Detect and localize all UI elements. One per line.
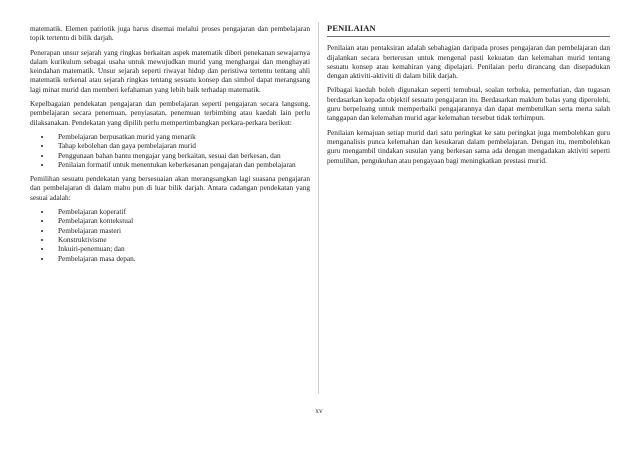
- list-item: • Pembelajaran berpusatkan murid yang menarik: [52, 132, 310, 141]
- paragraph-assessment-methods: Pelbagai kaedah boleh digunakan seperti temubual, soalan terbuka, pemerhatian, dan tugasan berdasarkan kepada objektif sesuatu pengajaran itu. Berdasarkan maklum balas yang diperolehi, guru berpeluang untuk memperbaiki pengajarannya dan dapat membetulkan serta merta salah tanggapan dan kelemahan murid agar kelemahan tersebut tidak terhimpun.: [327, 85, 610, 123]
- paragraph-history-elements: Penerapan unsur sejarah yang ringkas berkaitan aspek matematik diberi penekanan sewajarnya dalam kurikulum sebagai usaha untuk mewujudkan murid yang menghargai dan menghayati keindahan matematik. Unsur sejarah seperti riwayat hidup dan peristiwa tertentu tentang ahli matematik terkenal atau sejarah ringkas tentang sesuatu konsep dan simbol dapat merangsang lagi minat murid dan memberi kefahaman yang lebih baik terhadap matematik.: [30, 47, 310, 94]
- paragraph-assessment-definition: Penilaian atau pentaksiran adalah sebahagian daripada proses pengajaran dan pembelajaran dan dijalankan secara berterusan untuk mengenal pasti kekuatan dan kelemahan murid tentang sesuatu konsep atau kemahiran yang dipelajari. Penilaian perlu dirancang dan disepadukan dengan aktiviti-aktiviti di dalam bilik darjah.: [327, 43, 610, 81]
- list-item: • Penggunaan bahan bantu mengajar yang berkaitan, sesuai dan berkesan, dan: [52, 151, 310, 160]
- list-item: • Penilaian formatif untuk menentukan keberkesanan pengajaran dan pembelajaran: [52, 160, 310, 169]
- paragraph-teaching-approaches: Kepelbagaian pendekatan pengajaran dan pembelajaran seperti pengajaran secara langsung, pembelajaran secara penemuan, penyiasatan, penemuan terbimbing atau kaedah lain perlu dilaksanakan. Pendekatan yang dipilih perlu mempertimbangkan perkara-perkara berikut:: [30, 99, 310, 127]
- list-item: • Tahap kebolehan dan gaya pembelajaran murid: [52, 141, 310, 150]
- right-column: [327, 24, 610, 170]
- section-heading: PENILAIAN: [327, 24, 610, 37]
- list-item: • Pembelajaran masteri: [52, 226, 310, 235]
- paragraph-progress-assessment: Penilaian kemajuan setiap murid dari satu peringkat ke satu peringkat juga membolehkan guru menganalisis punca kelemahan dan kesukaran dalam pembelajaran. Dengan itu, membolehkan guru mengambil tindakan susulan yang berkesan sama ada dengan mengadakan aktiviti seperti pemulihan, pengukuhan atau pengayaan bagi meningkatkan prestasi murid.: [327, 127, 610, 165]
- approaches-list: [30, 207, 310, 263]
- column-divider: [318, 22, 319, 394]
- paragraph-approach-selection: Pemilihan sesuatu pendekatan yang bersesuaian akan merangsangkan lagi suasana pengajaran dan pembelajaran di dalam mahu pun di luar bilik darjah. Antara cadangan pendekatan yang sesuai adalah:: [30, 174, 310, 202]
- paragraph-patriotism: matematik. Elemen patriotik juga harus disemai melalui proses pengajaran dan pembelajaran topik tertentu di bilik darjah.: [30, 24, 310, 43]
- page-number: xv: [315, 406, 323, 415]
- list-item: • Konstruktivisme: [52, 235, 310, 244]
- list-item: • Inkuiri-penemuan; dan: [52, 244, 310, 253]
- list-item: • Pembelajaran kontekstual: [52, 216, 310, 225]
- considerations-list: [30, 132, 310, 169]
- list-item: • Pembelajaran masa depan.: [52, 254, 310, 263]
- left-column: [30, 24, 310, 268]
- list-item: • Pembelajaran koperatif: [52, 207, 310, 216]
